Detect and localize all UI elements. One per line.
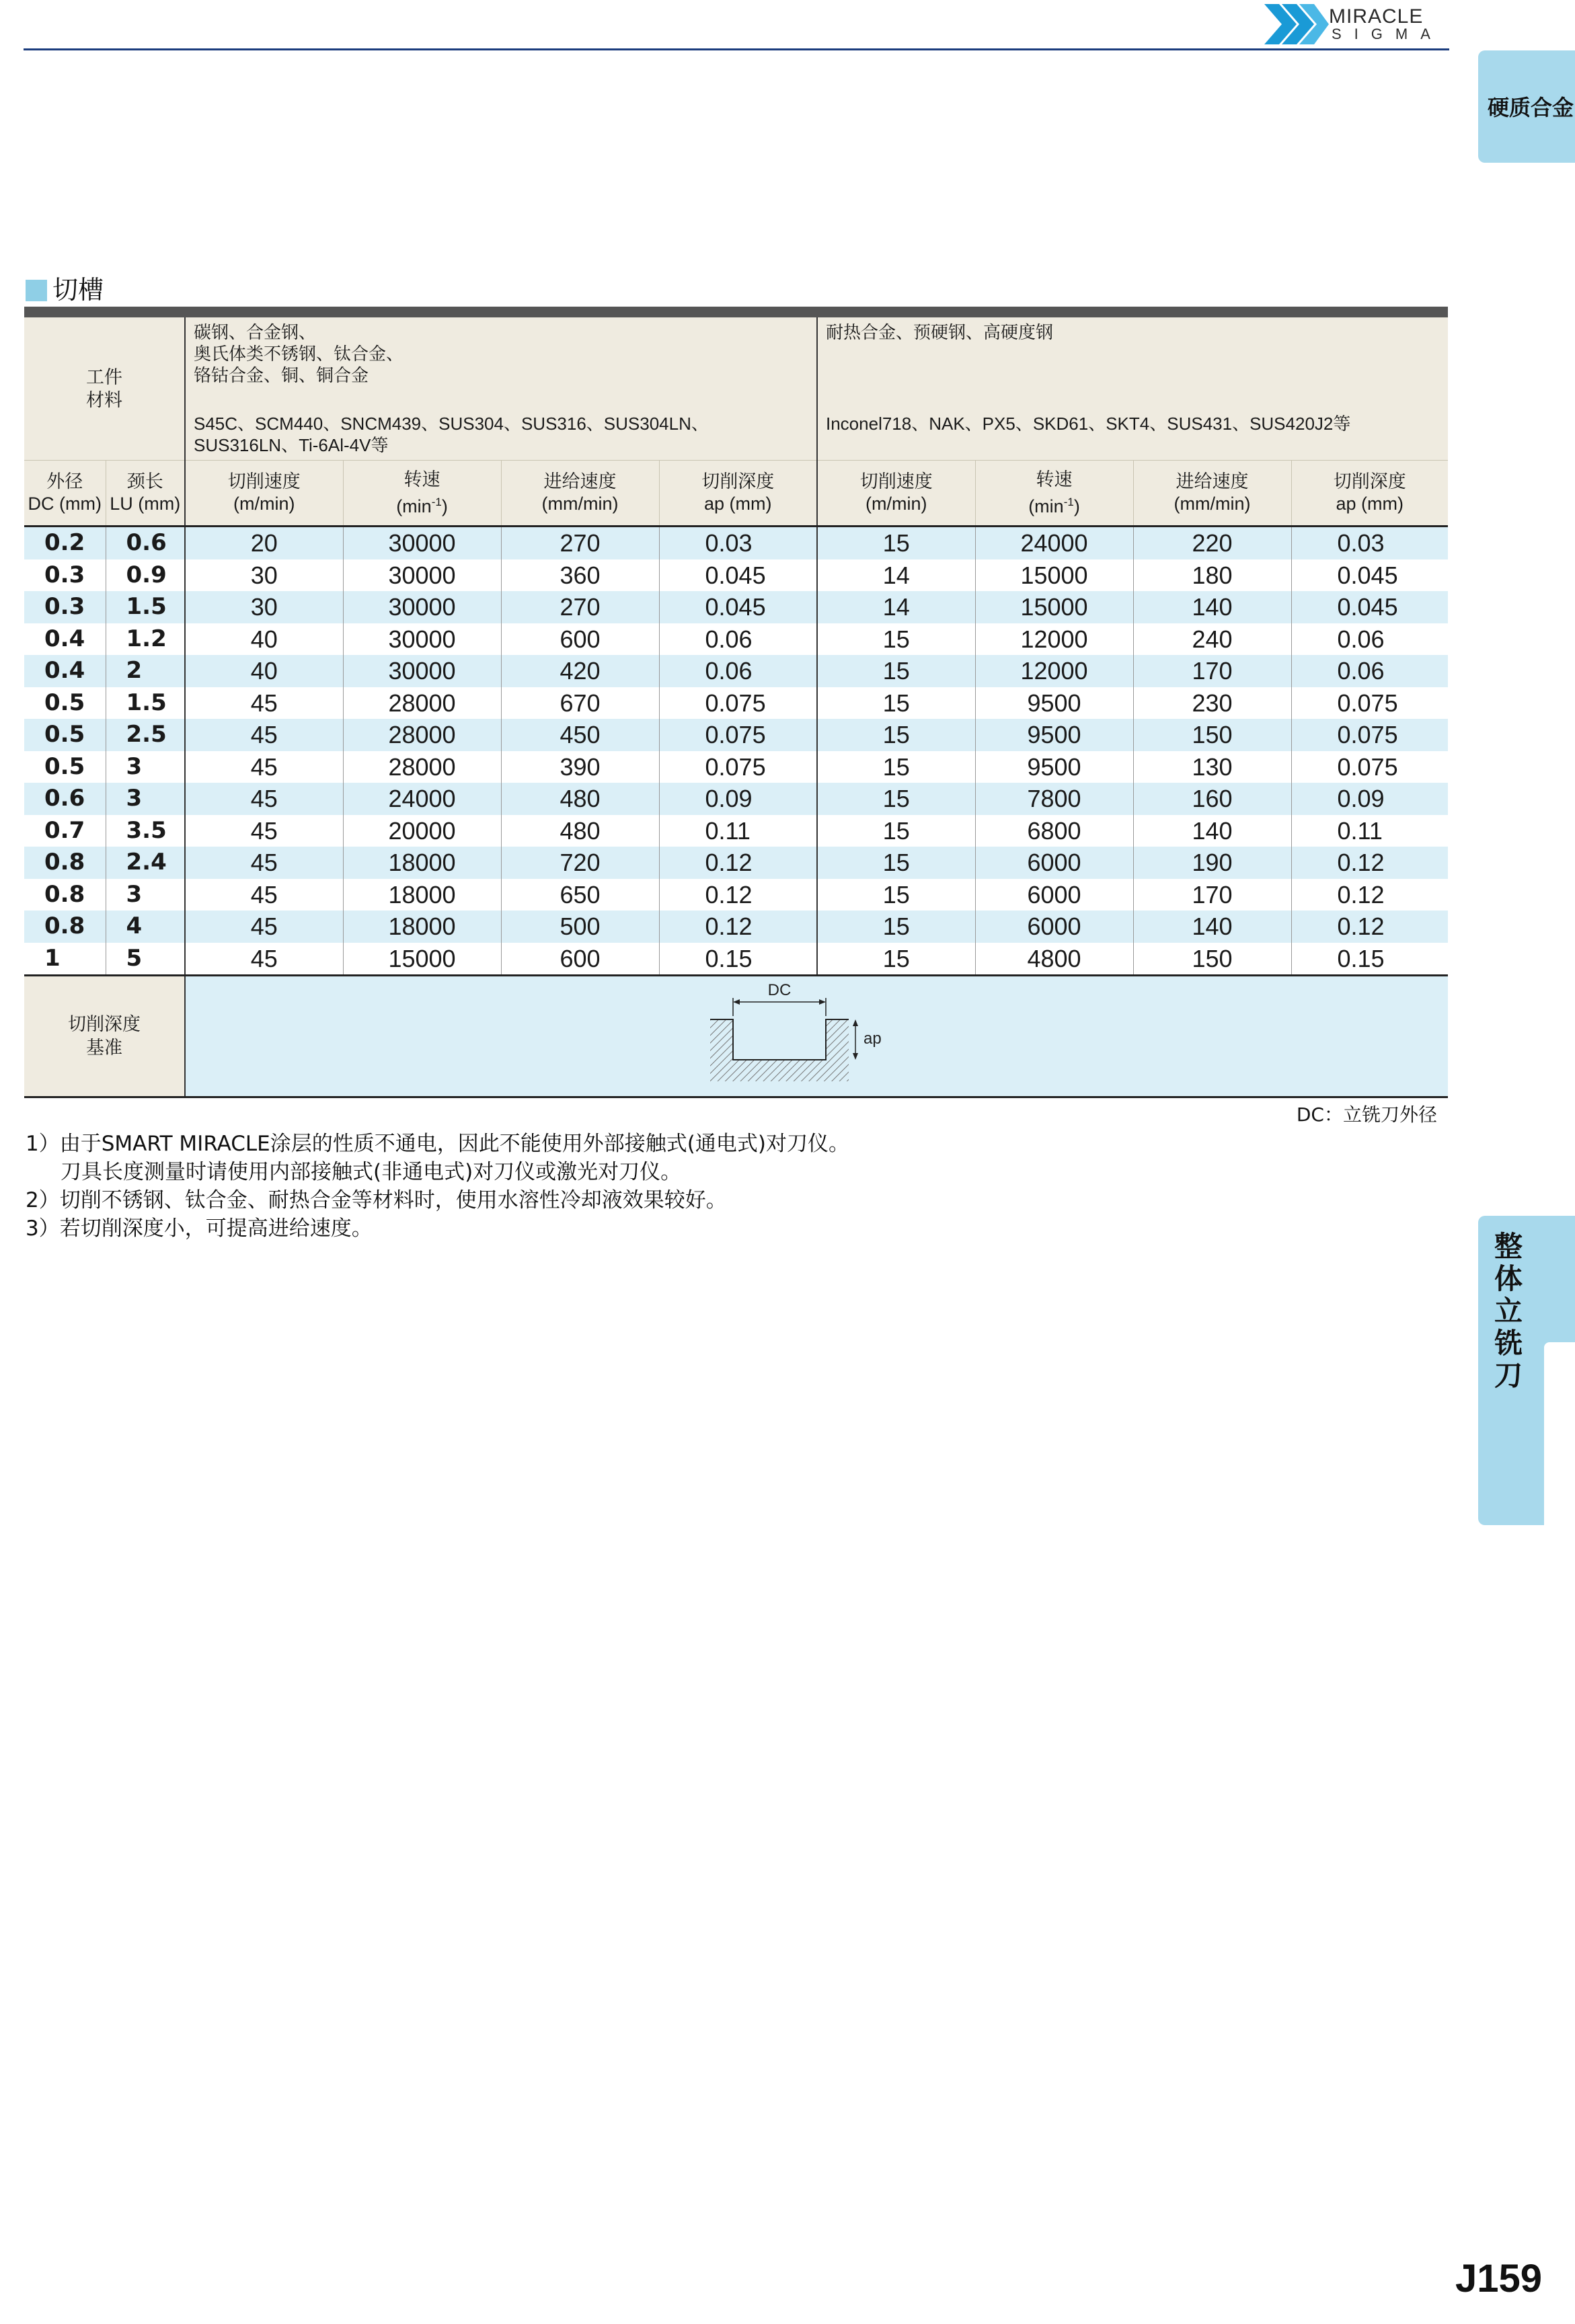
lu-cell: 1.2 (106, 623, 185, 656)
side-tab-carbide[interactable] (1478, 50, 1575, 163)
rpm-a-cell: 30000 (343, 655, 501, 687)
feed-b-cell: 150 (1133, 943, 1291, 976)
header-rpm-a-exp: -1 (431, 495, 442, 508)
feed-b-cell: 170 (1133, 879, 1291, 911)
depth-b-cell: 0.12 (1291, 911, 1448, 943)
chevron-logo-icon (1264, 4, 1329, 44)
header-depth-a: 切削深度 ap (mm) (659, 461, 817, 527)
table-row (24, 687, 1448, 720)
header-rpm-b (975, 461, 1133, 527)
table-row (24, 623, 1448, 656)
feed-b-cell: 190 (1133, 847, 1291, 879)
lu-cell: 1.5 (106, 591, 185, 623)
speed-a-cell: 45 (185, 847, 343, 879)
depth-b-cell: 0.075 (1337, 752, 1398, 781)
depth-b-cell: 0.06 (1291, 655, 1448, 687)
lu-cell: 2.5 (106, 719, 185, 751)
dc-cell: 0.3 (24, 591, 106, 623)
dc-cell: 0.6 (24, 783, 106, 815)
depth-b-cell: 0.09 (1291, 783, 1448, 815)
table-row (24, 655, 1448, 687)
header-rpm-b-exp: -1 (1063, 495, 1074, 508)
depth-b-cell: 0.15 (1291, 943, 1448, 976)
dc-cell: 0.8 (24, 911, 106, 943)
rpm-a-cell: 30000 (343, 559, 501, 592)
rpm-b-cell: 9500 (975, 751, 1133, 783)
depth-a-cell: 0.075 (659, 751, 817, 783)
depth-b-cell: 0.075 (1337, 689, 1398, 717)
table-top-bar (24, 307, 1448, 317)
table-row (24, 847, 1448, 879)
header-rpm-a-title: 转速 (404, 469, 440, 490)
note-item: 2）切削不锈钢、钛合金、耐热合金等材料时，使用水溶性冷却液效果较好。 (26, 1188, 727, 1212)
header-rpm-a-close: ) (441, 496, 448, 516)
section-marker-icon (26, 280, 47, 301)
table-row (24, 559, 1448, 592)
feed-a-cell: 270 (501, 527, 659, 559)
lu-cell: 1.5 (106, 687, 185, 720)
rpm-b-cell: 12000 (975, 655, 1133, 687)
header-rpm-a-unit: (min (396, 496, 432, 516)
feed-b-cell: 170 (1133, 655, 1291, 687)
rpm-b-cell: 7800 (975, 783, 1133, 815)
depth-a-cell: 0.075 (659, 719, 817, 751)
header-speed-a: 切削速度 (m/min) (185, 461, 343, 527)
depth-a-cell: 0.03 (659, 527, 817, 559)
table-row (24, 591, 1448, 623)
dc-cell: 0.5 (24, 719, 106, 751)
feed-b-cell: 150 (1133, 719, 1291, 751)
depth-a-cell: 0.045 (659, 559, 817, 592)
table-row (24, 879, 1448, 911)
header-speed-b: 切削速度 (m/min) (817, 461, 975, 527)
feed-a-cell: 360 (501, 559, 659, 592)
header-feed-a: 进给速度 (mm/min) (501, 461, 659, 527)
feed-a-cell: 500 (501, 911, 659, 943)
rpm-b-cell: 6000 (975, 911, 1133, 943)
depth-a-cell: 0.15 (659, 943, 817, 976)
lu-cell: 3.5 (106, 815, 185, 847)
rpm-b-cell: 6000 (975, 879, 1133, 911)
header-feed-b: 进给速度 (mm/min) (1133, 461, 1291, 527)
speed-a-cell: 30 (185, 591, 343, 623)
speed-a-cell: 45 (185, 751, 343, 783)
depth-b-cell: 0.11 (1337, 816, 1383, 845)
feed-a-cell: 390 (501, 751, 659, 783)
depth-diagram-cell (185, 976, 1448, 1097)
table-row (24, 751, 1448, 783)
brand-name: MIRACLE (1329, 5, 1424, 28)
table-row (24, 783, 1448, 815)
side-tab-end-mill[interactable] (1478, 1216, 1575, 1525)
speed-b-cell: 15 (817, 527, 975, 559)
table-data-body (24, 527, 1448, 976)
speed-a-cell: 20 (185, 527, 343, 559)
lu-cell: 4 (106, 911, 185, 943)
speed-b-cell: 15 (817, 623, 975, 656)
cutting-conditions-table (24, 307, 1448, 1098)
speed-b-cell: 15 (817, 943, 975, 976)
feed-a-cell: 670 (501, 687, 659, 720)
header-dc: 外径 DC (mm) (24, 461, 106, 527)
feed-b-cell: 140 (1133, 815, 1291, 847)
speed-b-cell: 14 (817, 591, 975, 623)
material-group-b (817, 317, 1448, 461)
rpm-a-cell: 30000 (343, 527, 501, 559)
feed-a-cell: 480 (501, 783, 659, 815)
depth-a-cell: 0.11 (659, 815, 817, 847)
feed-b-cell: 240 (1133, 623, 1291, 656)
speed-a-cell: 45 (185, 719, 343, 751)
header-rpm-b-title: 转速 (1036, 469, 1073, 490)
rpm-a-cell: 15000 (343, 943, 501, 976)
feed-b-cell: 230 (1133, 687, 1291, 720)
speed-b-cell: 14 (817, 559, 975, 592)
depth-b-cell: 0.045 (1337, 561, 1398, 589)
lu-cell: 5 (106, 943, 185, 976)
header-rpm-b-unit: (min (1028, 496, 1064, 516)
material-group-a-names: 碳钢、合金钢、 奥氏体类不锈钢、钛合金、 铬钴合金、铜、铜合金 (194, 322, 404, 385)
speed-b-cell: 15 (817, 815, 975, 847)
dc-cell: 0.4 (24, 623, 106, 656)
speed-b-cell: 15 (817, 879, 975, 911)
rpm-a-cell: 30000 (343, 623, 501, 656)
feed-b-cell: 220 (1133, 527, 1291, 559)
side-tab-end-mill-label: 整体立铣刀 (1494, 1230, 1523, 1392)
material-group-a-grades: S45C、SCM440、SNCM439、SUS304、SUS316、SUS304LN、 SUS316LN、Ti-6Al-4V等 (194, 414, 709, 455)
speed-a-cell: 45 (185, 943, 343, 976)
side-tab-carbide-label: 硬质合金 (1488, 95, 1574, 120)
feed-a-cell: 270 (501, 591, 659, 623)
dc-cell: 0.3 (24, 559, 106, 592)
table-row (24, 527, 1448, 559)
rpm-a-cell: 28000 (343, 751, 501, 783)
depth-a-cell: 0.12 (659, 911, 817, 943)
dc-cell: 0.8 (24, 847, 106, 879)
rpm-a-cell: 28000 (343, 719, 501, 751)
rpm-b-cell: 6800 (975, 815, 1133, 847)
dc-footnote: DC：立铣刀外径 (1296, 1103, 1437, 1126)
table-row (24, 943, 1448, 976)
header-rpm-a (343, 461, 501, 527)
feed-a-cell: 720 (501, 847, 659, 879)
table-row (24, 911, 1448, 943)
note-item: 3）若切削深度小，可提高进给速度。 (26, 1216, 373, 1241)
rpm-a-cell: 20000 (343, 815, 501, 847)
depth-a-cell: 0.06 (659, 623, 817, 656)
speed-b-cell: 15 (817, 655, 975, 687)
depth-a-cell: 0.12 (659, 847, 817, 879)
dc-cell: 0.7 (24, 815, 106, 847)
depth-reference-row (24, 976, 1448, 1097)
lu-cell: 3 (106, 783, 185, 815)
speed-a-cell: 45 (185, 783, 343, 815)
feed-b-cell: 140 (1133, 911, 1291, 943)
lu-cell: 3 (106, 879, 185, 911)
note-item: 1）由于SMART MIRACLE涂层的性质不通电，因此不能使用外部接触式(通电式)对刀仪。 (26, 1132, 849, 1156)
depth-b-cell: 0.075 (1291, 719, 1448, 751)
workpiece-label: 工件 材料 (24, 317, 185, 461)
rpm-a-cell: 28000 (343, 687, 501, 720)
dc-cell: 1 (24, 943, 106, 976)
feed-b-cell: 140 (1133, 591, 1291, 623)
depth-a-cell: 0.06 (659, 655, 817, 687)
diagram-ap-label: ap (863, 1030, 882, 1048)
rpm-b-cell: 24000 (975, 527, 1133, 559)
brand-logo (1264, 4, 1453, 44)
rpm-b-cell: 12000 (975, 623, 1133, 656)
dc-cell: 0.2 (24, 527, 106, 559)
feed-a-cell: 650 (501, 879, 659, 911)
brand-sub: SIGMA (1332, 26, 1443, 42)
speed-b-cell: 15 (817, 751, 975, 783)
rpm-b-cell: 9500 (975, 719, 1133, 751)
dc-cell: 0.5 (24, 751, 106, 783)
speed-b-cell: 15 (817, 847, 975, 879)
rpm-a-cell: 18000 (343, 911, 501, 943)
table-row (24, 815, 1448, 847)
speed-b-cell: 15 (817, 911, 975, 943)
depth-b-cell: 0.12 (1337, 880, 1385, 908)
depth-a-cell: 0.09 (659, 783, 817, 815)
rpm-a-cell: 24000 (343, 783, 501, 815)
depth-b-cell: 0.06 (1337, 625, 1385, 653)
rpm-a-cell: 18000 (343, 847, 501, 879)
header-lu: 颈长 LU (mm) (106, 461, 185, 527)
rpm-b-cell: 15000 (975, 591, 1133, 623)
feed-b-cell: 160 (1133, 783, 1291, 815)
speed-b-cell: 15 (817, 719, 975, 751)
speed-b-cell: 15 (817, 783, 975, 815)
dc-cell: 0.8 (24, 879, 106, 911)
feed-a-cell: 600 (501, 943, 659, 976)
depth-a-cell: 0.075 (659, 687, 817, 720)
material-group-b-names: 耐热合金、预硬钢、高硬度钢 (826, 322, 1054, 342)
diagram-dc-label: DC (767, 981, 792, 999)
speed-a-cell: 30 (185, 559, 343, 592)
rpm-b-cell: 15000 (975, 559, 1133, 592)
header-depth-b: 切削深度 ap (mm) (1291, 461, 1448, 527)
feed-a-cell: 480 (501, 815, 659, 847)
page-number: J159 (1455, 2257, 1543, 2300)
lu-cell: 2.4 (106, 847, 185, 879)
lu-cell: 3 (106, 751, 185, 783)
speed-a-cell: 45 (185, 815, 343, 847)
rpm-a-cell: 18000 (343, 879, 501, 911)
feed-a-cell: 420 (501, 655, 659, 687)
side-tab-notch (1544, 1342, 1575, 1525)
speed-a-cell: 45 (185, 879, 343, 911)
depth-b-cell: 0.045 (1291, 591, 1448, 623)
notes-list (26, 1130, 849, 1243)
material-group-b-grades: Inconel718、NAK、PX5、SKD61、SKT4、SUS431、SUS420J2等 (826, 414, 1351, 434)
depth-b-cell: 0.12 (1291, 847, 1448, 879)
depth-reference-label: 切削深度 基准 (24, 976, 185, 1097)
dc-cell: 0.5 (24, 687, 106, 720)
header-rule (24, 48, 1449, 50)
lu-cell: 0.9 (106, 559, 185, 592)
section-title-text: 切槽 (52, 275, 104, 305)
column-header-row (24, 461, 1448, 527)
header-rpm-b-close: ) (1073, 496, 1080, 516)
depth-a-cell: 0.045 (659, 591, 817, 623)
feed-b-cell: 130 (1133, 751, 1291, 783)
rpm-b-cell: 9500 (975, 687, 1133, 720)
dc-cell: 0.4 (24, 655, 106, 687)
depth-b-cell: 0.03 (1291, 527, 1448, 559)
speed-a-cell: 40 (185, 655, 343, 687)
speed-a-cell: 40 (185, 623, 343, 656)
speed-a-cell: 45 (185, 911, 343, 943)
rpm-b-cell: 4800 (975, 943, 1133, 976)
slot-depth-diagram (690, 979, 892, 1093)
depth-a-cell: 0.12 (659, 879, 817, 911)
feed-b-cell: 180 (1133, 559, 1291, 592)
note-item: 刀具长度测量时请使用内部接触式(非通电式)对刀仪或激光对刀仪。 (61, 1160, 682, 1184)
feed-a-cell: 600 (501, 623, 659, 656)
lu-cell: 0.6 (106, 527, 185, 559)
speed-b-cell: 15 (817, 687, 975, 720)
table-row (24, 719, 1448, 751)
lu-cell: 2 (106, 655, 185, 687)
section-title (26, 269, 104, 306)
rpm-b-cell: 6000 (975, 847, 1133, 879)
material-header-row (24, 317, 1448, 461)
rpm-a-cell: 30000 (343, 591, 501, 623)
speed-a-cell: 45 (185, 687, 343, 720)
feed-a-cell: 450 (501, 719, 659, 751)
material-group-a (185, 317, 817, 461)
